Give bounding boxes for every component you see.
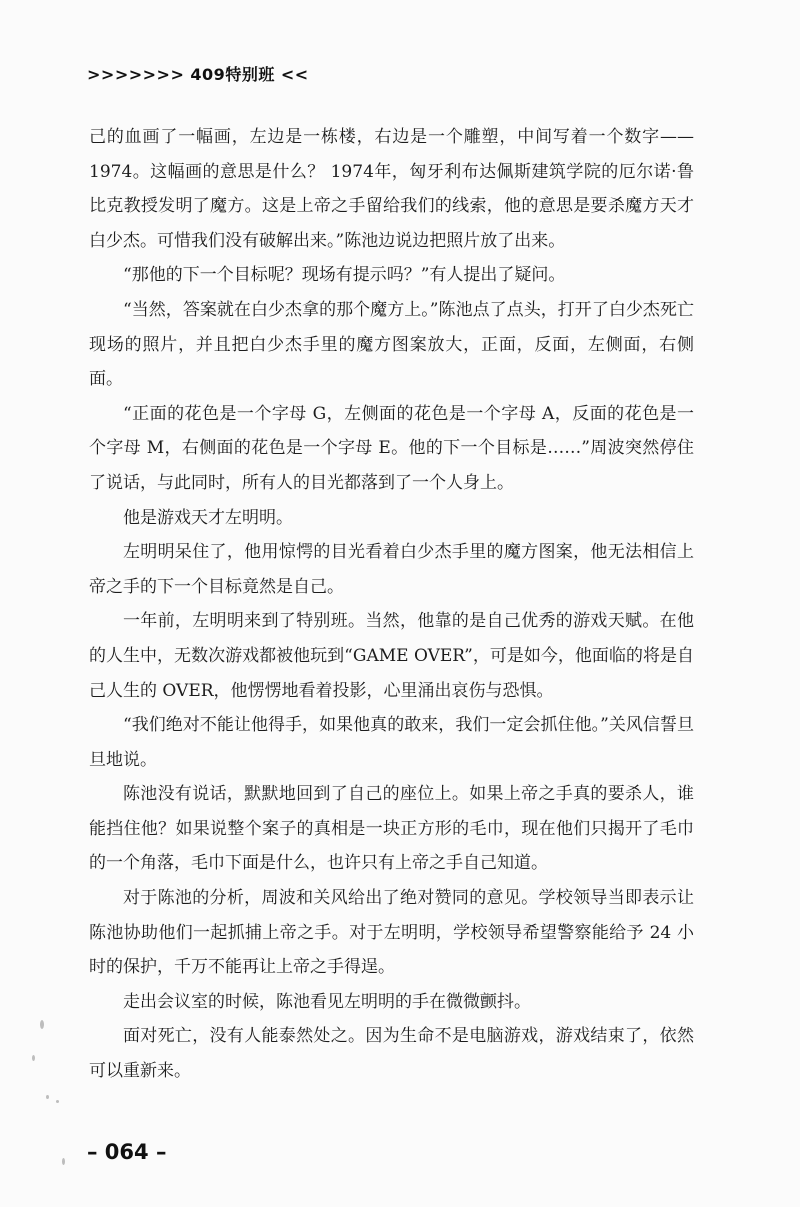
page-number: – 064 – (87, 1140, 167, 1164)
paragraph: 一年前，左明明来到了特别班。当然，他靠的是自己优秀的游戏天赋。在他的人生中，无数次游戏都被他玩到“GAME OVER”，可是如今，他面临的将是自己人生的 OVER，他愣愣地看着投影，心里涌出哀伤与恐惧。 (89, 611, 694, 701)
scan-speck (40, 1020, 44, 1029)
paragraph: 面对死亡，没有人能泰然处之。因为生命不是电脑游戏，游戏结束了，依然可以重新来。 (89, 1026, 694, 1082)
paragraph: 己的血画了一幅画，左边是一栋楼，右边是一个雕塑，中间写着一个数字——1974。这幅画的意思是什么？ 1974年，匈牙利布达佩斯建筑学院的厄尔诺·鲁比克教授发明了魔方。这是上帝之手留给我们的线索，他的意思是要杀魔方天才白少杰。可惜我们没有破解出来。”陈池边说边把照片放了出来。 (89, 127, 694, 251)
paragraph: “我们绝对不能让他得手，如果他真的敢来，我们一定会抓住他。”关风信誓旦旦地说。 (89, 715, 694, 770)
scan-speck (62, 1158, 65, 1165)
scan-speck (32, 1055, 35, 1061)
paragraph: 对于陈池的分析，周波和关风给出了绝对赞同的意见。学校领导当即表示让陈池协助他们一起抓捕上帝之手。对于左明明，学校领导希望警察能给予 24 小时的保护，千万不能再让上帝之手得逞。 (89, 888, 694, 978)
paragraph: 左明明呆住了，他用惊愕的目光看着白少杰手里的魔方图案，他无法相信上帝之手的下一个目标竟然是自己。 (89, 542, 694, 597)
paragraph: 他是游戏天才左明明。 (123, 507, 293, 528)
paragraph: “那他的下一个目标呢？现场有提示吗？”有人提出了疑问。 (123, 265, 566, 286)
paragraph: “当然，答案就在白少杰拿的那个魔方上。”陈池点了点头，打开了白少杰死亡现场的照片，并且把白少杰手里的魔方图案放大，正面，反面，左侧面，右侧面。 (89, 299, 694, 390)
paragraph: 陈池没有说话，默默地回到了自己的座位上。如果上帝之手真的要杀人，谁能挡住他？如果说整个案子的真相是一块正方形的毛巾，现在他们只揭开了毛巾的一个角落，毛巾下面是什么，也许只有上帝之手自己知道。 (89, 784, 694, 874)
scan-speck (46, 1095, 49, 1099)
paragraph: “正面的花色是一个字母 G，左侧面的花色是一个字母 A，反面的花色是一个字母 M，右侧面的花色是一个字母 E。他的下一个目标是……”周波突然停住了说话，与此同时，所有人的目光都落到了一个人身上。 (89, 403, 694, 493)
scan-speck (56, 1100, 59, 1103)
running-header: >>>>>>> 409特别班 << (87, 65, 309, 84)
body-text (89, 120, 694, 1089)
paragraph: 走出会议室的时候，陈池看见左明明的手在微微颤抖。 (123, 991, 531, 1012)
